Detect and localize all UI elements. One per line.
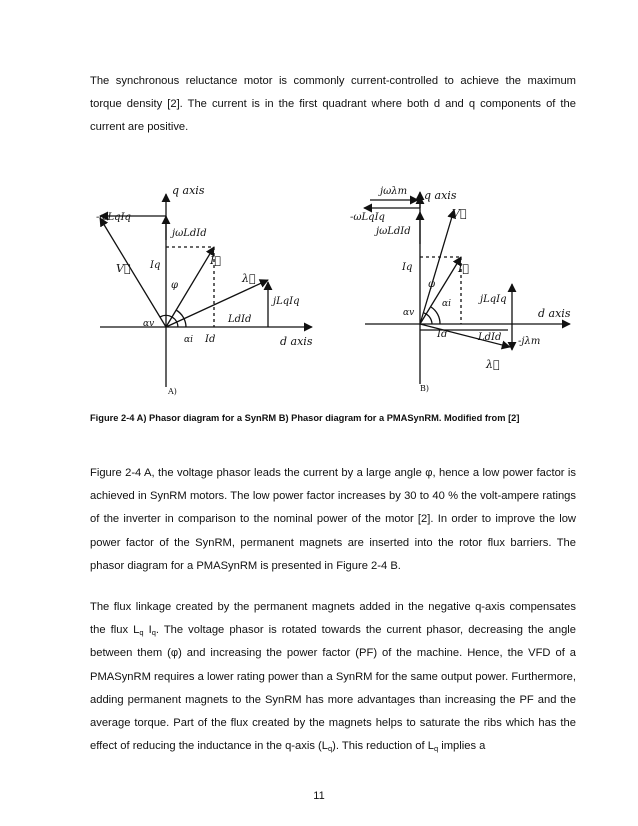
right-alpha-i-label: αi <box>442 299 451 309</box>
diagram-pmasynrm <box>364 192 570 384</box>
right-V-label: V⃗ <box>452 207 467 220</box>
figure-caption: Figure 2-4 A) Phasor diagram for a SynRM B) Phasor diagram for a PMASynRM. Modified from [2] <box>90 413 520 423</box>
left-phi-label: φ <box>171 280 179 291</box>
left-lambda-vector <box>166 280 268 327</box>
left-d-axis-label: d axis <box>280 335 313 348</box>
left-jLqIq-label: jLqIq <box>273 296 300 307</box>
left-LdId-label: LdId <box>228 314 252 325</box>
left-q-axis-label: q axis <box>172 184 205 197</box>
right-jLqIq-label: jLqIq <box>480 294 507 305</box>
right-d-axis-label: d axis <box>538 307 571 320</box>
left-alpha-i-label: αi <box>184 335 193 345</box>
right-phi-label: φ <box>428 279 436 290</box>
right-I-label: I⃗ <box>458 262 469 275</box>
left-panel-label: A) <box>168 387 177 396</box>
right-alpha-v-label: αv <box>403 308 415 318</box>
left-alpha-v-label: αv <box>143 319 155 329</box>
left-V-label: V⃗ <box>116 262 131 275</box>
diagram-synrm <box>100 194 312 387</box>
left-V-vector <box>100 218 166 327</box>
right-LdId-label: LdId <box>478 332 502 343</box>
left-neg-wLqIq-label: -ωLqIq <box>96 212 131 223</box>
right-neg-jlm-label: -jλm <box>518 336 541 347</box>
intro-paragraph: The synchronous reluctance motor is commonly current-controlled to achieve the maximum torque density [2]. The current is in the first quadrant where both d and q components of the current are positive. <box>90 75 576 134</box>
diagram-synrm-labels <box>96 184 313 396</box>
right-lambda-label: λ⃗ <box>486 358 500 371</box>
page-number: 11 <box>313 790 325 802</box>
right-jwlm-label: jωλm <box>380 186 408 197</box>
left-Iq-label: Iq <box>150 260 161 271</box>
right-Id-label: Id <box>437 329 448 340</box>
left-I-label: I⃗ <box>210 254 221 267</box>
phasor-figure <box>0 172 638 402</box>
right-Iq-label: Iq <box>402 262 413 273</box>
left-jwLdId-label: jωLdId <box>172 228 207 239</box>
left-Id-label: Id <box>205 334 216 345</box>
flux-paragraph: The flux linkage created by the permanent magnets added in the negative q-axis compensates the flux $L_q$ $I_q$. The voltage phasor is rotated towards the current phasor, decreasing the angle between them (φ) and increasing the power factor (PF) of the machine. Hence, the VFD of a PMASynRM requires a lower rating power than a SynRM for the same output power. Furthermore, adding permanent magnets to the SynRM has more advantages than increasing the PF and the average torque. Part of the flux created by the magnets helps to saturate the ribs which has the effect of reducing the inductance in the q-axis $(L_q)$. This reduction of $L_q$ implies a <box>90 601 576 754</box>
body-paragraph: Figure 2-4 A, the voltage phasor leads the current by a large angle φ, hence a low power factor is achieved in SynRM motors. The low power factor increases by 30 to 40 % the volt-ampere ratings of the inverter in comparison to the nominal power of the motor [2]. In order to improve the low power factor of the SynRM, permanent magnets are inserted into the rotor flux barriers. The phasor diagram for a PMASynRM is presented in Figure 2-4 B. <box>90 467 576 572</box>
right-q-axis-label: q axis <box>424 189 457 202</box>
right-jwLdId-label: jωLdId <box>376 226 411 237</box>
left-lambda-label: λ⃗ <box>242 272 256 285</box>
right-panel-label: B) <box>420 384 429 393</box>
right-neg-wLqIq-label: -ωLqIq <box>350 212 385 223</box>
